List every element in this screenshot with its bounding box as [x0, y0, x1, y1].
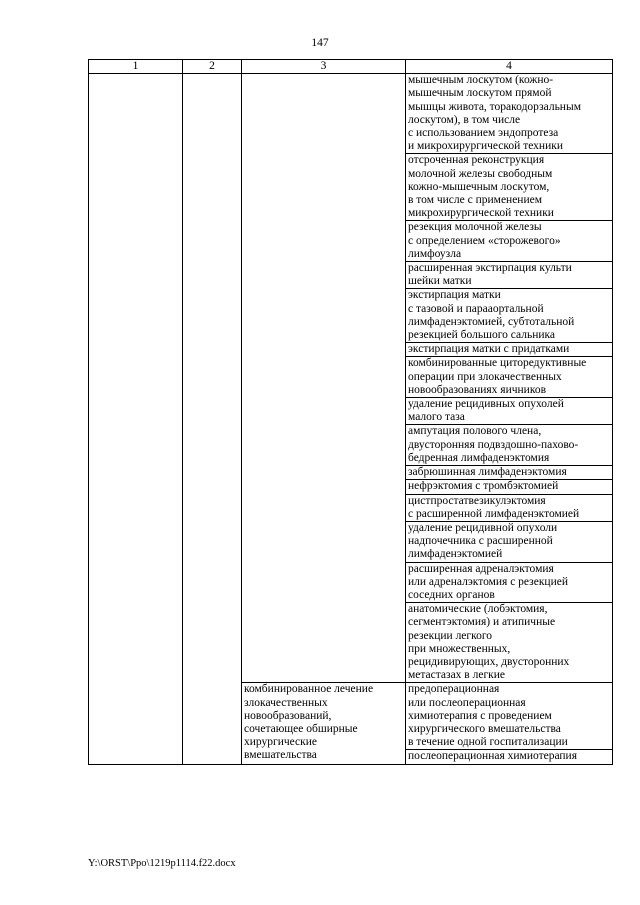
procedure-cell: комбинированные циторедуктивные операции при злокачественных новообразованиях яичников: [406, 357, 613, 398]
column-2-cell: [183, 74, 242, 764]
procedures-table: [88, 59, 613, 765]
file-path: Y:\ORST\Ppo\1219p1114.f22.docx: [88, 858, 236, 869]
table-row: [89, 74, 613, 154]
procedure-cell: резекция молочной железы с определением «сторожевого» лимфоузла: [406, 221, 613, 262]
column-header-1: 1: [89, 60, 183, 74]
column-header-2: 2: [183, 60, 242, 74]
column-1-cell: [89, 74, 183, 764]
procedure-cell: предоперационная или послеоперационная химиотерапия с проведением хирургического вмешательства в течение одной госпитализации: [406, 683, 613, 750]
table-header-row: [89, 60, 613, 74]
procedure-cell: экстирпация матки с тазовой и парааортальной лимфаденэктомией, субтотальной резекцией большого сальника: [406, 289, 613, 343]
treatment-type-cell: комбинированное лечение злокачественных новообразований, сочетающее обширные хирургические вмешательства: [242, 683, 406, 764]
procedure-cell: мышечным лоскутом (кожно- мышечным лоскутом прямой мышцы живота, торакодорзальным лоскутом), в том числе с использованием эндопротеза и микрохирургической техники: [406, 74, 613, 154]
procedure-cell: удаление рецидивной опухоли надпочечника с расширенной лимфаденэктомией: [406, 521, 613, 562]
column-3-cell: [242, 74, 406, 683]
procedure-cell: цистпростатвезикулэктомия с расширенной лимфаденэктомией: [406, 494, 613, 521]
procedure-cell: послеоперационная химиотерапия: [406, 750, 613, 764]
procedure-cell: удаление рецидивных опухолей малого таза: [406, 398, 613, 425]
procedure-cell: забрюшинная лимфаденэктомия: [406, 466, 613, 480]
procedure-cell: расширенная адреналэктомия или адреналэктомия с резекцией соседних органов: [406, 562, 613, 603]
procedure-cell: нефрэктомия с тромбэктомией: [406, 480, 613, 494]
procedure-cell: расширенная экстирпация культи шейки матки: [406, 262, 613, 289]
column-header-4: 4: [406, 60, 613, 74]
procedure-cell: ампутация полового члена, двусторонняя подвздошно-пахово- бедренная лимфаденэктомия: [406, 425, 613, 466]
procedure-cell: отсроченная реконструкция молочной железы свободным кожно-мышечным лоскутом, в том числе с применением микрохирургической техники: [406, 154, 613, 221]
procedure-cell: анатомические (лобэктомия, сегментэктомия) и атипичные резекции легкого при множественных, рецидивирующих, двусторонних метастазах в легкие: [406, 603, 613, 683]
procedure-cell: экстирпация матки с придатками: [406, 343, 613, 357]
column-header-3: 3: [242, 60, 406, 74]
page-number: 147: [311, 37, 329, 49]
